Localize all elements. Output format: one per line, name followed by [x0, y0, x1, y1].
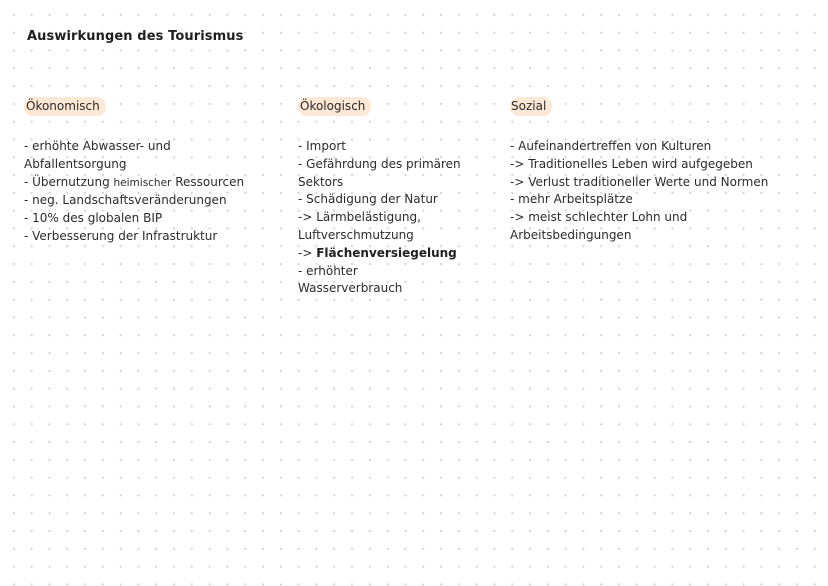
note-line: Abfallentsorgung: [24, 156, 127, 171]
note-text: - Übernutzung: [24, 174, 114, 189]
column-body-oekologisch[interactable]: [298, 138, 498, 298]
note-line: [298, 245, 498, 263]
note-text-bold: Flächenversiegelung: [316, 245, 457, 260]
column-body-sozial[interactable]: [510, 138, 810, 245]
note-line: - Import: [298, 139, 346, 153]
column-oekologisch[interactable]: [298, 95, 498, 298]
note-text: ->: [298, 245, 317, 260]
column-header-oekonomisch[interactable]: Ökonomisch: [24, 97, 106, 116]
note-line: - Verbesserung der Infrastruktur: [24, 228, 218, 243]
column-oekonomisch[interactable]: [24, 95, 269, 246]
note-line: -> meist schlechter Lohn und: [510, 210, 688, 225]
board-title: Auswirkungen des Tourismus: [27, 29, 244, 44]
note-line: - erhöhte Abwasser- und: [24, 139, 171, 153]
column-sozial[interactable]: [510, 95, 810, 245]
note-text-small: heimischer: [113, 176, 172, 189]
note-line: Sektors: [298, 174, 344, 189]
note-line: -> Lärmbelästigung,: [298, 210, 421, 225]
note-line: - erhöhter: [298, 263, 358, 278]
note-line: - Schädigung der Natur: [298, 192, 438, 207]
note-line: - mehr Arbeitsplätze: [510, 192, 633, 207]
note-line: - Gefährdung des primären: [298, 156, 461, 171]
column-header-sozial[interactable]: Sozial: [510, 97, 552, 116]
note-line: -> Traditionelles Leben wird aufgegeben: [510, 156, 753, 171]
note-line: [24, 174, 269, 193]
note-line: Wasserverbrauch: [298, 281, 403, 296]
column-header-oekologisch[interactable]: Ökologisch: [298, 97, 371, 116]
column-body-oekonomisch[interactable]: [24, 138, 269, 246]
note-line: - 10% des globalen BIP: [24, 211, 163, 226]
note-line: Arbeitsbedingungen: [510, 227, 632, 242]
note-line: Luftverschmutzung: [298, 227, 414, 242]
note-line: - Aufeinandertreffen von Kulturen: [510, 139, 712, 153]
note-line: -> Verlust traditioneller Werte und Normen: [510, 174, 769, 189]
note-text: Ressourcen: [171, 174, 245, 189]
note-line: - neg. Landschaftsveränderungen: [24, 193, 227, 208]
